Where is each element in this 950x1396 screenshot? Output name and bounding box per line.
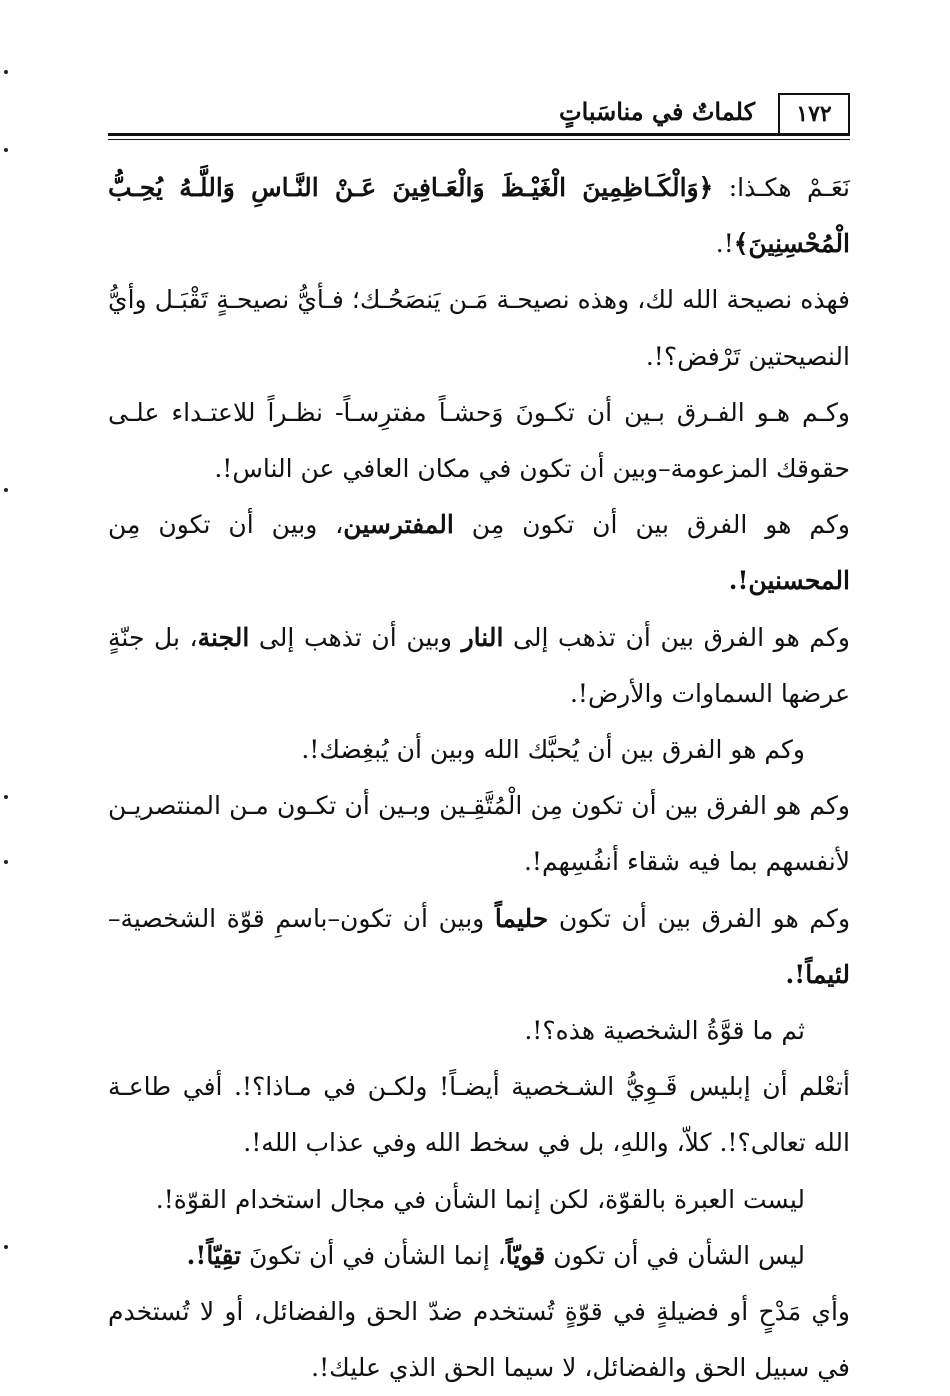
emphasis-word: النار [461, 622, 504, 652]
quran-verse: ﴿وَالْكَـاظِمِينَ الْغَيْـظَ وَالْعَـافِينَ عَـنْ النَّـاسِ وَاللَّـهُ يُحِـبُّ الْمُحْسِنِينَ﴾ [108, 173, 850, 259]
paragraph-13: وأي مَدْحٍ أو فضيلةٍ في قوّةٍ تُستخدم ضدّ الحق والفضائل، أو لا تُستخدم في سبيل الحق والفضائل، لا سيما الحق الذي عليك!. [108, 1297, 850, 1383]
paragraph-9: ثم ما قوَّةُ الشخصية هذه؟!. [524, 1016, 805, 1046]
paragraph-4 [108, 497, 850, 609]
scan-speck [4, 795, 8, 799]
paragraph-12-text: ، إنما الشأن في أن تكونَ [241, 1240, 506, 1270]
scan-speck [4, 148, 8, 152]
paragraph-5-text: ، بل جنّةٍ عرضها السماوات والأرض!. [108, 622, 850, 708]
paragraph-7: وكم هو الفرق بين أن تكون مِن الْمُتَّقِـين وبـين أن تكـون مـن المنتصريـن لأنفسهم بما فيه شقاء أنفُسِهم!. [108, 791, 850, 877]
scan-speck [4, 860, 8, 864]
emphasis-word: المفترسين [343, 510, 454, 540]
running-title: كلماتٌ في مناسَباتٍ [558, 97, 755, 126]
emphasis-word: الجنة [197, 622, 250, 652]
emphasis-word: لئيماً!. [785, 959, 850, 989]
paragraph-12-text: ليس الشأن في أن تكون [545, 1240, 805, 1270]
paragraph-2: فهذه نصيحة الله لك، وهذه نصيحـة مَـن يَنصَحُـك؛ فـأيُّ نصيحـةٍ تَقْبَـل وأيُّ النصيحتين تَرْفض؟!. [108, 285, 850, 371]
paragraph-11: ليست العبرة بالقوّة، لكن إنما الشأن في مجال استخدام القوّة!. [155, 1184, 805, 1214]
paragraph-10: أتعْلم أن إبليس قَـوِيُّ الشـخصية أيضـاً! ولكـن في مـاذا؟!. أفي طاعـة الله تعالى؟!. كلاّ، واللهِ، بل في سخط الله وفي عذاب الله!. [108, 1072, 850, 1158]
paragraph-5-text: وبين أن تذهب إلى [249, 622, 462, 652]
paragraph-8-text: وكم هو الفرق بين أن تكون [548, 903, 851, 933]
emphasis-word: تقِيّاً!. [186, 1240, 242, 1270]
paragraph-1-tail: !. [715, 229, 734, 259]
paragraph-1 [108, 160, 850, 272]
paragraph-12 [108, 1228, 850, 1284]
page-header [108, 93, 850, 135]
paragraph-8-text: وبين أن تكون–باسمِ قوّة الشخصية– [108, 903, 495, 933]
header-rule-thin [108, 139, 850, 140]
header-rule [108, 133, 850, 136]
paragraph-5-text: وكم هو الفرق بين أن تذهب إلى [503, 622, 850, 652]
paragraph-8 [108, 891, 850, 1003]
emphasis-word: المحسنين!. [728, 566, 850, 596]
page-number: ١٧٢ [778, 93, 850, 133]
scan-speck [4, 1245, 8, 1249]
emphasis-word: قويّاً [505, 1240, 546, 1270]
paragraph-4-text: وكم هو الفرق بين أن تكون مِن [453, 510, 850, 540]
paragraph-4-text: ، وبين أن تكون مِن [108, 510, 344, 540]
scan-speck [4, 70, 8, 74]
page-body [108, 160, 850, 1396]
scan-speck [4, 488, 8, 492]
paragraph-5 [108, 610, 850, 722]
paragraph-3: وكـم هـو الفـرق بـين أن تكـونَ وَحشـاً مفترِسـاً- نظـراً للاعتـداء علـى حقوقك المزعومة–وبين أن تكون في مكان العافي عن الناس!. [108, 397, 850, 484]
paragraph-6: وكم هو الفرق بين أن يُحبَّك الله وبين أن يُبغِضك!. [301, 735, 805, 765]
emphasis-word: حليماً [494, 903, 549, 933]
paragraph-1-lead: نَعَـمْ هكـذا: [713, 173, 850, 202]
